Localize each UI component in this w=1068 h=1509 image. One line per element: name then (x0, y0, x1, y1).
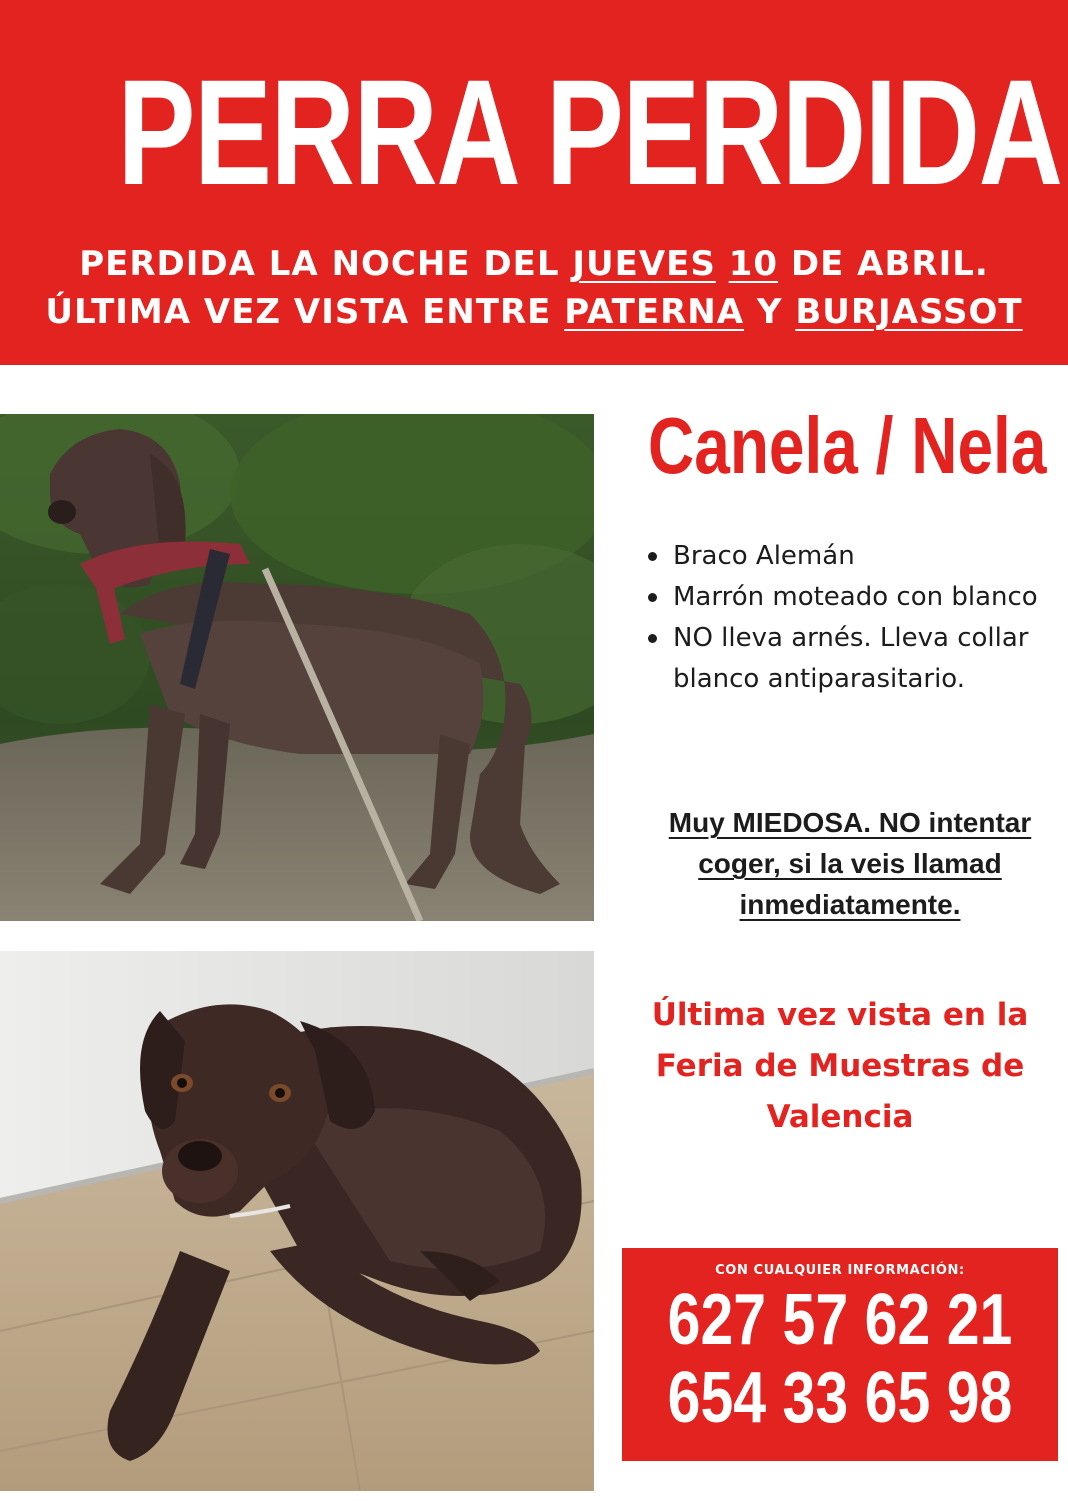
phone-number-2[interactable]: 654 33 65 98 (667, 1358, 1013, 1438)
dog-name: Canela / Nela (648, 401, 1047, 490)
last-seen-area-line: ÚLTIMA VEZ VISTA ENTRE PATERNA Y BURJASSOT (45, 292, 1023, 332)
last-seen-location: Última vez vista en la Feria de Muestras de Valencia (651, 997, 1029, 1135)
contact-box (622, 1248, 1058, 1461)
place-burjassot: BURJASSOT (795, 292, 1023, 332)
phone-number-1[interactable]: 627 57 62 21 (667, 1280, 1013, 1360)
lost-date-line (0, 244, 1068, 284)
dog-photo-outdoor (0, 414, 594, 921)
trait-breed: Braco Alemán (646, 536, 1066, 577)
contact-label: CON CUALQUIER INFORMACIÓN: (715, 1263, 965, 1278)
place-paterna: PATERNA (564, 292, 745, 332)
header-banner (0, 0, 1068, 365)
trait-collar: NO lleva arnés. Lleva collar blanco antiparasitario. (646, 618, 1066, 700)
lost-date-prefix: PERDIDA LA NOCHE DEL (79, 244, 573, 284)
dog-photo-indoor (0, 951, 594, 1491)
lost-date-suffix: DE ABRIL. (778, 244, 989, 284)
dog-traits-list (646, 536, 1066, 700)
trait-color: Marrón moteado con blanco (646, 577, 1066, 618)
warning-text: Muy MIEDOSA. NO intentar coger, si la veis llamad inmediatamente. (668, 807, 1032, 920)
last-seen-prefix: ÚLTIMA VEZ VISTA ENTRE (45, 292, 565, 332)
lost-date-number: 10 (728, 244, 779, 284)
lost-day: JUEVES (572, 244, 716, 284)
poster-title: PERRA PERDIDA (117, 48, 1062, 216)
